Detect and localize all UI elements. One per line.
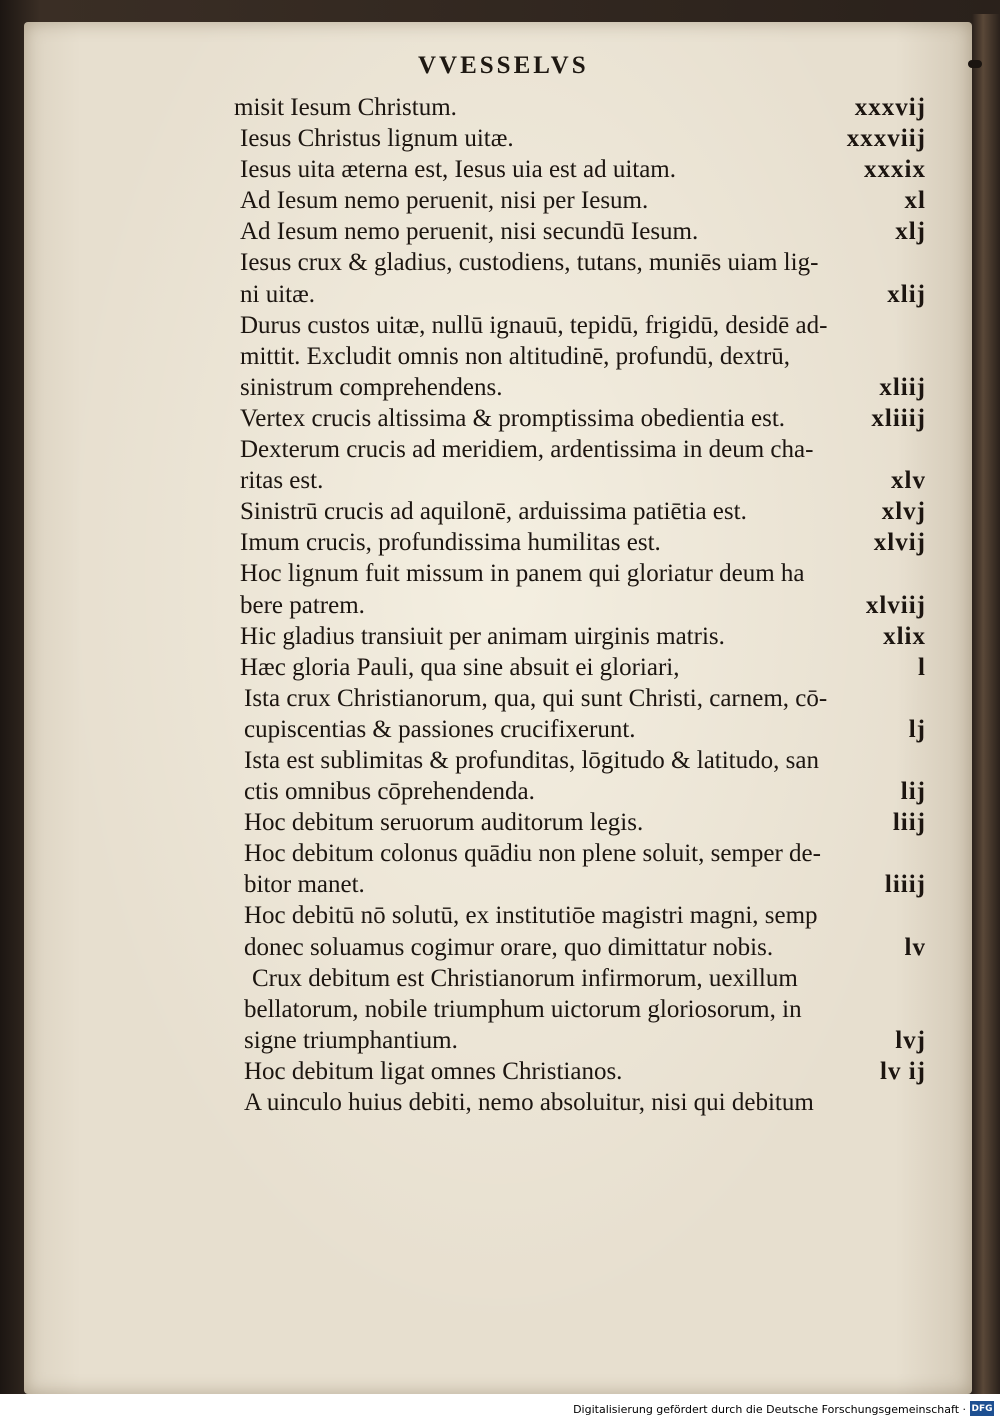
text-line: ni uitæ. xlij: [226, 279, 926, 310]
running-head: VVESSELVS: [418, 52, 589, 79]
line-number: xxxviij: [846, 125, 926, 153]
line-number: xlv: [891, 467, 926, 495]
line-number: xlij: [887, 280, 926, 308]
text-line: Vertex crucis altissima & promptissima obedientia est. xliiij: [226, 403, 926, 434]
line-number: xlvj: [881, 498, 926, 526]
line-number: lij: [900, 778, 926, 806]
line-number: xlviij: [865, 591, 926, 619]
text-line: Sinistrū crucis ad aquilonē, arduissima patiētia est. xlvj: [226, 496, 926, 527]
page-edge: [972, 14, 1000, 1404]
text-line: bitor manet. liiij: [226, 869, 926, 900]
line-number: xlvij: [873, 529, 926, 557]
line-number: lj: [908, 715, 926, 743]
text-block: [226, 92, 926, 1118]
text-line: ctis omnibus cōprehendenda. lij: [226, 776, 926, 807]
binding-mark: [968, 60, 982, 68]
text-line: Ista crux Christianorum, qua, qui sunt Christi, carnem, cō-: [244, 684, 828, 712]
text-line: Hoc debitum ligat omnes Christianos. lv ij: [226, 1056, 926, 1087]
line-number: xlj: [895, 218, 926, 246]
line-number: lv ij: [880, 1057, 926, 1085]
text-line: Hoc debitum seruorum auditorum legis. liij: [226, 807, 926, 838]
text-line: donec soluamus cogimur orare, quo dimittatur nobis. lv: [226, 932, 926, 963]
text-line: Dexterum crucis ad meridiem, ardentissima in deum cha-: [240, 436, 814, 464]
text-line: mittit. Excludit omnis non altitudinē, profundū, dextrū,: [240, 342, 790, 370]
dfg-logo: DFG: [970, 1401, 994, 1416]
text-line: ritas est. xlv: [226, 465, 926, 496]
text-line: Ad Iesum nemo peruenit, nisi secundū Iesum. xlj: [226, 216, 926, 247]
text-line: bellatorum, nobile triumphum uictorum gloriosorum, in: [244, 995, 802, 1023]
line-number: liiij: [884, 871, 926, 899]
line-number: xxxix: [864, 156, 926, 184]
text-line: Durus custos uitæ, nullū ignauū, tepidū, frigidū, desidē ad-: [240, 311, 828, 339]
text-line: Hoc lignum fuit missum in panem qui gloriatur deum ha: [240, 560, 805, 588]
line-number: lvj: [895, 1026, 926, 1054]
text-line: sinistrum comprehendens. xliij: [226, 372, 926, 403]
text-line: Iesus crux & gladius, custodiens, tutans, muniēs uiam lig-: [240, 249, 819, 277]
line-number: xliiij: [871, 404, 926, 432]
text-line: Iesus Christus lignum uitæ. xxxviij: [226, 123, 926, 154]
line-number: xl: [904, 187, 926, 215]
text-line: Ad Iesum nemo peruenit, nisi per Iesum. xl: [226, 185, 926, 216]
text-line: Imum crucis, profundissima humilitas est. xlvij: [226, 527, 926, 558]
text-line: Crux debitum est Christianorum infirmorum, uexillum: [252, 964, 798, 992]
line-number: xxxvij: [854, 94, 926, 121]
text-line: Hic gladius transiuit per animam uirginis matris. xlix: [226, 621, 926, 652]
text-line: Iesus uita æterna est, Iesus uia est ad uitam. xxxix: [226, 154, 926, 185]
line-number: liij: [892, 809, 926, 837]
text-line: Hoc debitū nō solutū, ex institutiōe magistri magni, semp: [244, 902, 818, 930]
text-line: signe triumphantium. lvj: [226, 1025, 926, 1056]
text-line: A uinculo huius debiti, nemo absoluitur, nisi qui debitum: [244, 1089, 814, 1116]
line-number: l: [918, 653, 926, 681]
line-number: xliij: [879, 373, 926, 401]
text-line: Ista est sublimitas & profunditas, lōgitudo & latitudo, san: [244, 746, 819, 774]
funding-notice: Digitalisierung gefördert durch die Deutsche Forschungsgemeinschaft ·: [573, 1403, 966, 1416]
text-line: Hoc debitum colonus quādiu non plene soluit, semper de-: [244, 840, 821, 868]
text-line: bere patrem. xlviij: [226, 590, 926, 621]
line-number: xlix: [883, 622, 926, 650]
footer-bar: [0, 1394, 1000, 1421]
line-number: lv: [904, 933, 926, 961]
text-line: cupiscentias & passiones crucifixerunt. lj: [226, 714, 926, 745]
text-line: Hæc gloria Pauli, qua sine absuit ei gloriari, l: [226, 652, 926, 683]
text-line: misit Iesum Christum. xxxvij: [226, 92, 926, 123]
